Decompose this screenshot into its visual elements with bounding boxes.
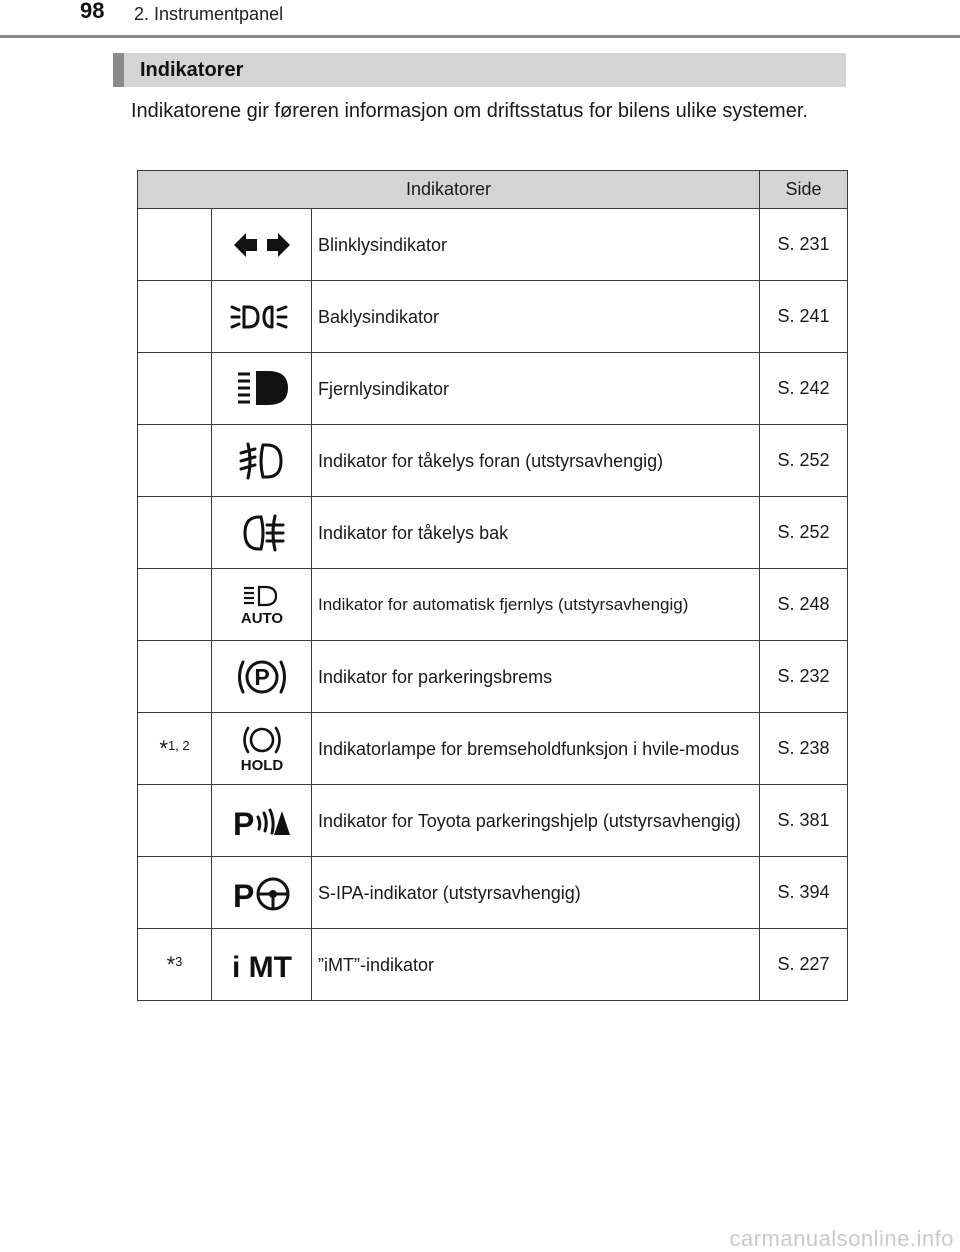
icon-cell <box>212 641 312 713</box>
table-row <box>138 209 848 281</box>
icon-cell <box>212 281 312 353</box>
table-row <box>138 713 848 785</box>
table-row <box>138 353 848 425</box>
icon-cell <box>212 857 312 929</box>
table-row <box>138 569 848 641</box>
parking-brake-icon <box>235 657 289 697</box>
high-beam-icon <box>232 369 292 409</box>
page-reference: S. 232 <box>760 641 848 713</box>
footnote-cell <box>138 857 212 929</box>
intro-paragraph: Indikatorene gir føreren informasjon om driftsstatus for bilens ulike systemer. <box>131 100 808 122</box>
footnote-cell <box>138 641 212 713</box>
footnote-cell <box>138 785 212 857</box>
front-fog-light-icon <box>237 441 287 481</box>
indicator-table <box>137 170 848 1001</box>
svg-text:P: P <box>232 805 254 839</box>
page-reference: S. 241 <box>760 281 848 353</box>
rear-fog-light-icon <box>237 513 287 553</box>
svg-text:i MT: i MT <box>231 950 292 982</box>
footnote-cell <box>138 425 212 497</box>
footnote-cell <box>138 569 212 641</box>
page-reference: S. 242 <box>760 353 848 425</box>
table-row <box>138 785 848 857</box>
icon-cell <box>212 929 312 1001</box>
icon-cell <box>212 209 312 281</box>
page-reference: S. 252 <box>760 425 848 497</box>
icon-cell <box>212 785 312 857</box>
chapter-title: 2. Instrumentpanel <box>134 4 284 24</box>
indicator-label: S-IPA-indikator (utstyrsavhengig) <box>312 857 760 929</box>
footnote-cell <box>138 209 212 281</box>
page-reference: S. 381 <box>760 785 848 857</box>
indicator-label: Indikator for automatisk fjernlys (utstyrsavhengig) <box>312 569 760 641</box>
column-header-page: Side <box>760 171 848 209</box>
icon-cell <box>212 425 312 497</box>
table-row <box>138 497 848 569</box>
column-header-indicators: Indikatorer <box>138 171 760 209</box>
tail-light-icon <box>230 301 294 333</box>
page-reference: S. 231 <box>760 209 848 281</box>
indicator-label: Blinklysindikator <box>312 209 760 281</box>
page-number: 98 <box>80 0 105 23</box>
page-reference: S. 248 <box>760 569 848 641</box>
indicator-label: Indikator for tåkelys foran (utstyrsavhengig) <box>312 425 760 497</box>
icon-cell <box>212 497 312 569</box>
page-reference: S. 252 <box>760 497 848 569</box>
indicator-label: Indikatorlampe for bremseholdfunksjon i hvile-modus <box>312 713 760 785</box>
table-row <box>138 929 848 1001</box>
turn-signal-icon <box>232 230 292 260</box>
indicator-label: Baklysindikator <box>312 281 760 353</box>
icon-cell <box>212 713 312 785</box>
brake-hold-icon <box>237 725 287 773</box>
page-reference: S. 227 <box>760 929 848 1001</box>
footnote-cell: *$^{1, 2}$ <box>138 713 212 785</box>
table-header-row <box>138 171 848 209</box>
svg-text:P: P <box>232 877 254 912</box>
imt-icon <box>230 948 294 982</box>
indicator-label: Fjernlysindikator <box>312 353 760 425</box>
page-reference: S. 394 <box>760 857 848 929</box>
footnote-cell: *$^3$ <box>138 929 212 1001</box>
page-reference: S. 238 <box>760 713 848 785</box>
indicator-label: ”iMT”-indikator <box>312 929 760 1001</box>
footnote-cell <box>138 497 212 569</box>
svg-text:HOLD: HOLD <box>240 756 283 773</box>
parking-assist-icon <box>232 803 292 839</box>
svg-text:AUTO: AUTO <box>240 609 283 625</box>
indicator-label: Indikator for parkeringsbrems <box>312 641 760 713</box>
icon-cell <box>212 353 312 425</box>
footnote-cell <box>138 353 212 425</box>
table-row <box>138 857 848 929</box>
s-ipa-icon <box>232 874 292 912</box>
footnote-cell <box>138 281 212 353</box>
indicator-label: Indikator for tåkelys bak <box>312 497 760 569</box>
svg-text:P: P <box>253 663 270 690</box>
indicator-label: Indikator for Toyota parkeringshjelp (utstyrsavhengig) <box>312 785 760 857</box>
table-row <box>138 641 848 713</box>
header-rule <box>0 35 960 38</box>
icon-cell <box>212 569 312 641</box>
watermark: carmanualsonline.info <box>729 1226 954 1251</box>
section-header <box>113 53 846 87</box>
section-title: Indikatorer <box>140 59 244 81</box>
table-row <box>138 281 848 353</box>
auto-high-beam-icon <box>234 585 290 625</box>
table-row <box>138 425 848 497</box>
